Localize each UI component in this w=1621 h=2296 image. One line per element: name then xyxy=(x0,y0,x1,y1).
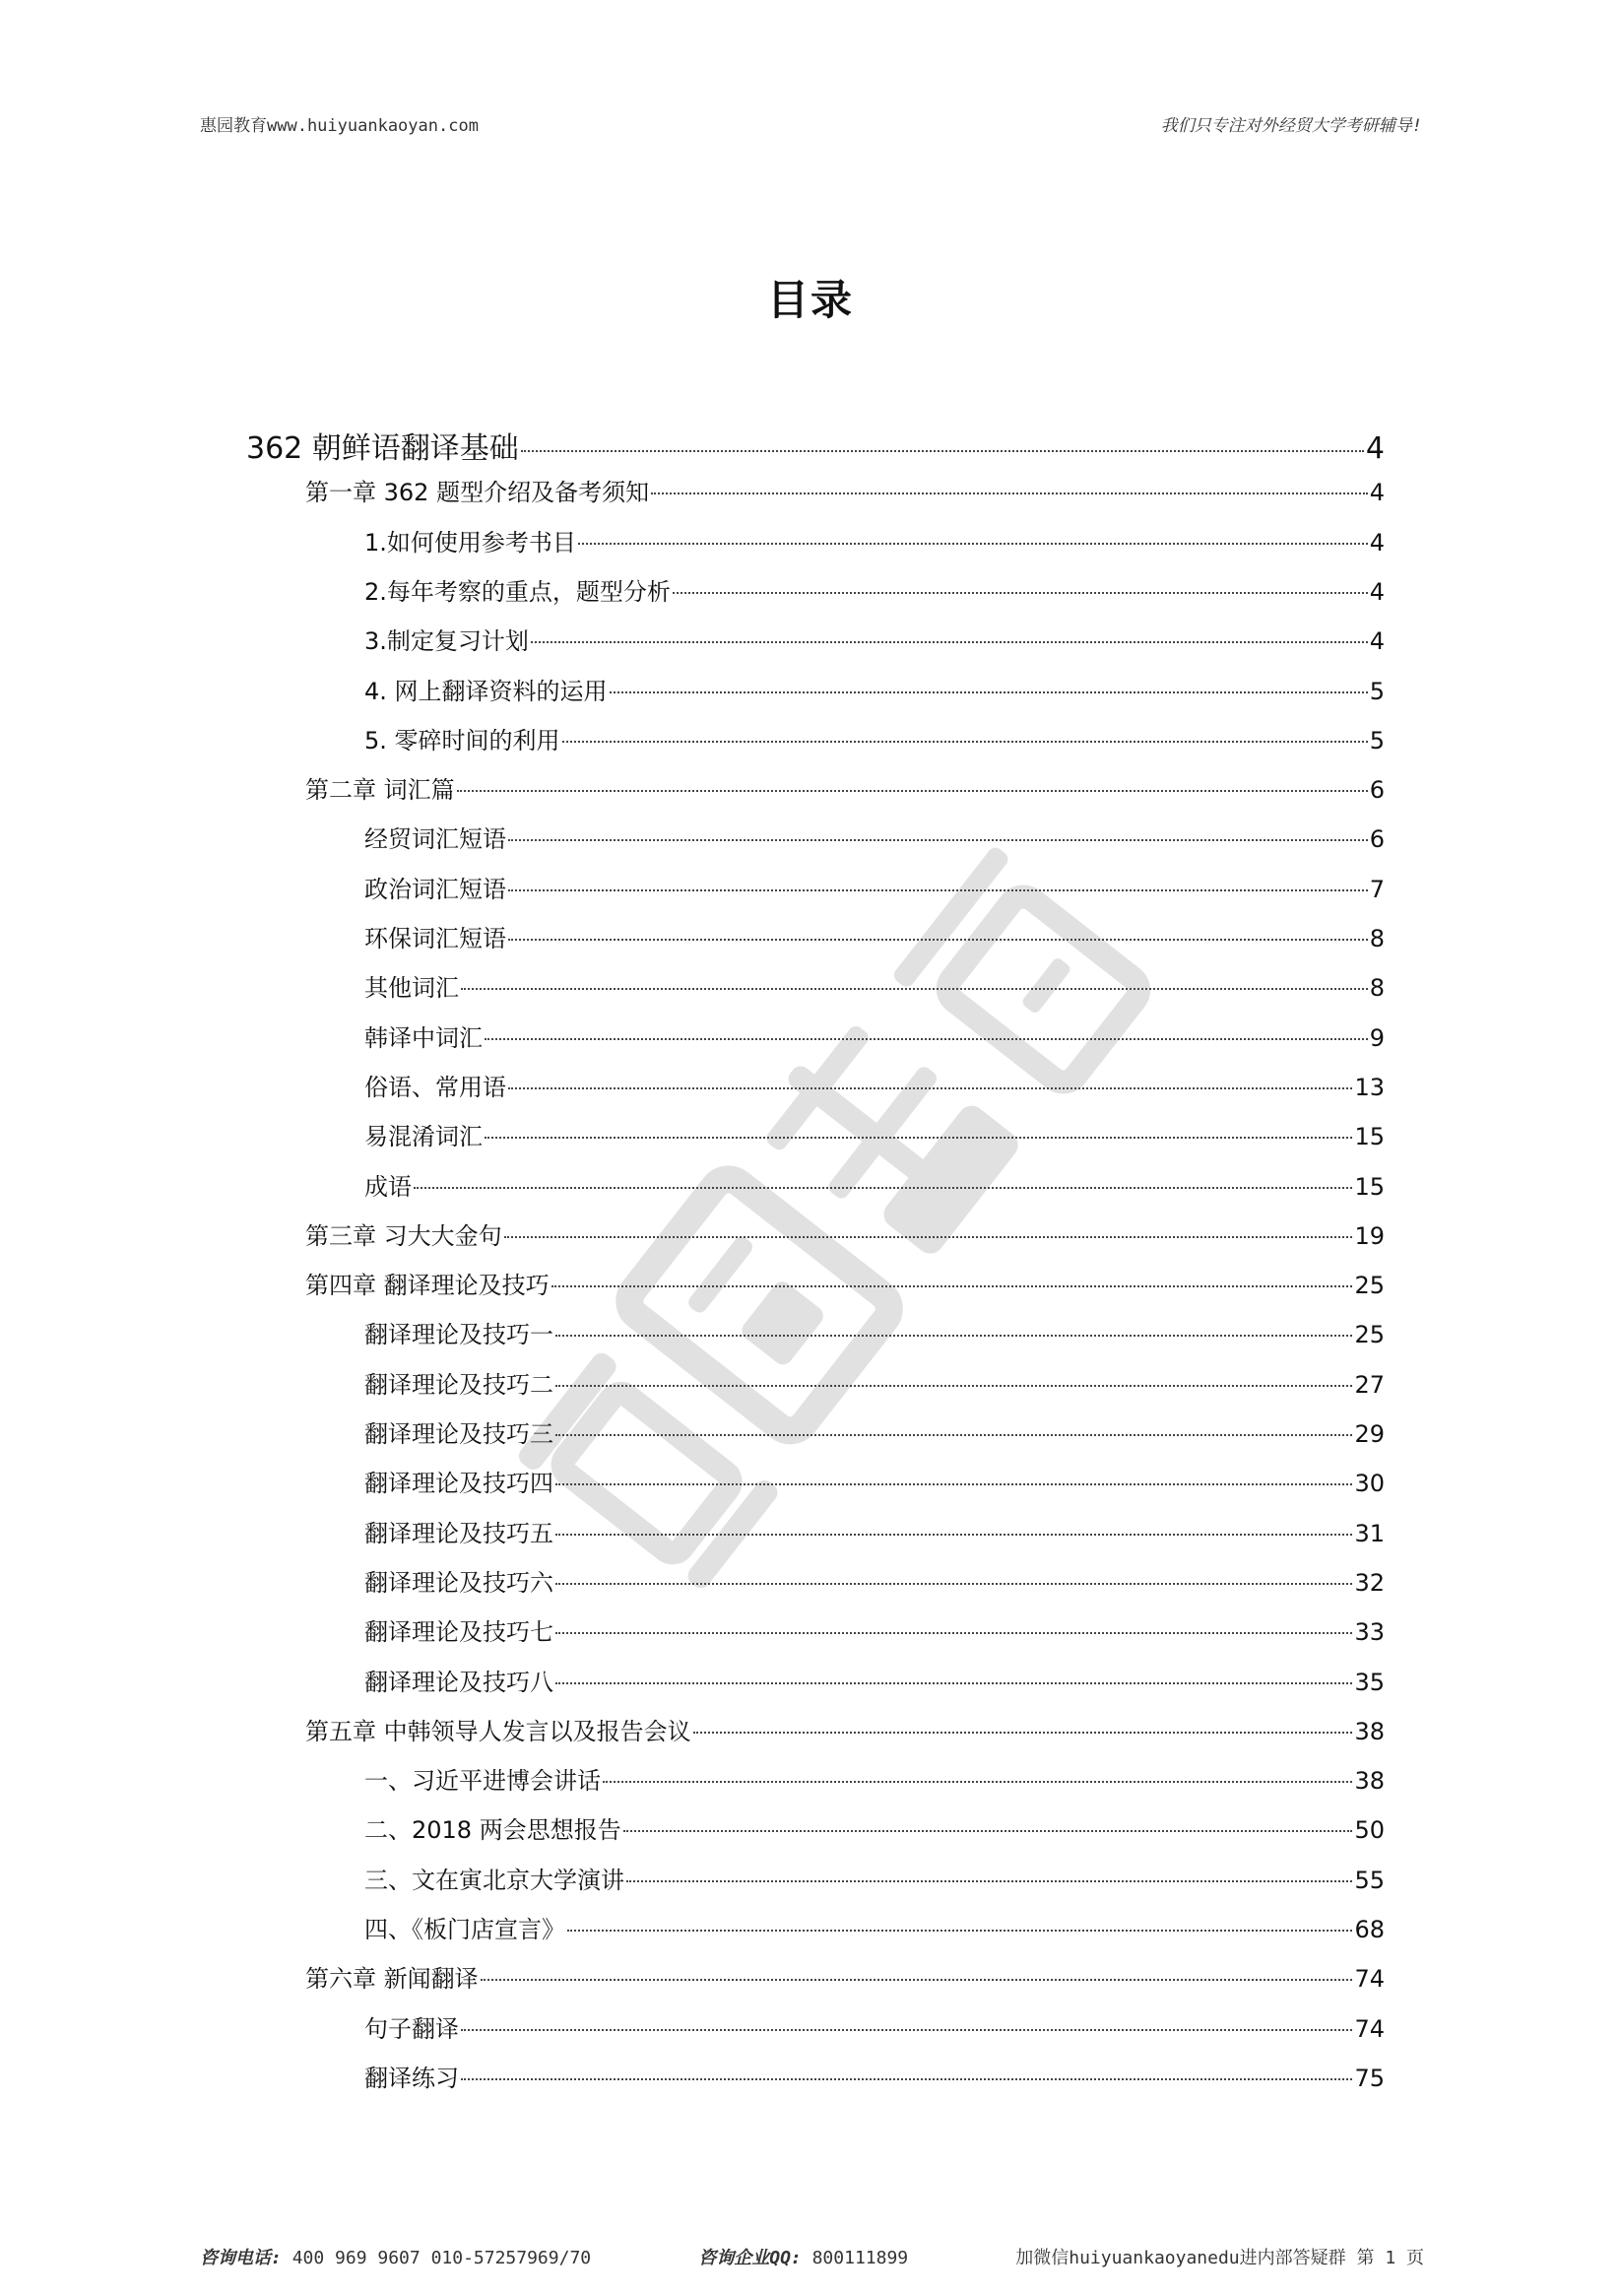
toc-entry-page: 30 xyxy=(1354,1470,1385,1498)
toc-entry-page: 5 xyxy=(1369,677,1385,705)
toc-entry-label: 第一章 362 题型介绍及备考须知 xyxy=(305,479,650,507)
toc-entry-label: 韩译中词汇 xyxy=(364,1023,483,1052)
toc-entry[interactable] xyxy=(364,572,1385,607)
toc-entry-label: 2.每年考察的重点，题型分析 xyxy=(364,577,671,606)
toc-entry-page: 15 xyxy=(1354,1123,1385,1151)
toc-leader-dots xyxy=(461,2077,1352,2080)
toc-entry[interactable] xyxy=(364,1068,1385,1102)
toc-leader-dots xyxy=(551,1284,1353,1287)
toc-leader-dots xyxy=(603,1780,1352,1783)
toc-entry[interactable] xyxy=(364,1563,1385,1598)
toc-leader-dots xyxy=(414,1186,1352,1189)
toc-entry-page: 25 xyxy=(1354,1321,1385,1349)
toc-entry-page: 35 xyxy=(1354,1668,1385,1696)
toc-leader-dots xyxy=(555,1631,1352,1634)
toc-leader-dots xyxy=(457,789,1368,792)
toc-leader-dots xyxy=(508,888,1368,891)
toc-leader-dots xyxy=(623,1829,1353,1832)
toc-entry[interactable] xyxy=(364,1117,1385,1151)
toc-entry-label: 翻译理论及技巧四 xyxy=(364,1470,553,1498)
toc-entry-label: 经贸词汇短语 xyxy=(364,825,506,854)
toc-entry-page: 6 xyxy=(1369,776,1385,805)
toc-entry[interactable] xyxy=(305,1712,1385,1746)
toc-entry-page: 74 xyxy=(1354,1965,1385,1994)
toc-entry-label: 翻译理论及技巧八 xyxy=(364,1668,553,1696)
toc-entry-label: 政治词汇短语 xyxy=(364,875,506,903)
toc-entry-label: 翻译理论及技巧二 xyxy=(364,1370,553,1399)
toc-entry-page: 7 xyxy=(1369,875,1385,903)
toc-entry-label: 翻译理论及技巧三 xyxy=(364,1420,553,1448)
footer-qq-label: 咨询企业QQ: xyxy=(698,2248,802,2268)
toc-entry-page: 38 xyxy=(1354,1767,1385,1796)
toc-leader-dots xyxy=(531,640,1368,643)
toc-entry-label: 环保词汇短语 xyxy=(364,925,506,952)
toc-entry[interactable] xyxy=(364,968,1385,1003)
toc-leader-dots xyxy=(562,740,1368,743)
toc-entry[interactable] xyxy=(364,820,1385,854)
toc-leader-dots xyxy=(651,492,1368,494)
toc-entry-label: 第六章 新闻翻译 xyxy=(305,1965,479,1994)
toc-entry-page: 13 xyxy=(1354,1073,1385,1101)
toc-entry[interactable] xyxy=(364,672,1385,706)
toc-entry-page: 33 xyxy=(1354,1618,1385,1647)
toc-entry-label: 翻译理论及技巧七 xyxy=(364,1618,553,1647)
toc-entry-label: 第二章 词汇篇 xyxy=(305,776,455,805)
toc-entry-label: 其他词汇 xyxy=(364,974,459,1003)
toc-entry-page: 25 xyxy=(1354,1272,1385,1300)
toc-leader-dots xyxy=(555,1334,1352,1337)
toc-entry[interactable] xyxy=(364,870,1385,904)
page-footer xyxy=(200,2244,1424,2273)
toc-leader-dots xyxy=(555,1384,1352,1387)
toc-entry-page: 6 xyxy=(1369,825,1385,854)
toc-entry-page: 75 xyxy=(1354,2064,1385,2092)
toc-entry-page: 5 xyxy=(1369,726,1385,754)
toc-leader-dots xyxy=(521,449,1364,452)
toc-entry-label: 5. 零碎时间的利用 xyxy=(364,726,560,754)
toc-entry-page: 4 xyxy=(1369,479,1385,507)
toc-leader-dots xyxy=(508,1086,1352,1089)
toc-entry[interactable] xyxy=(364,1612,1385,1647)
toc-entry-label: 1.如何使用参考书目 xyxy=(364,528,576,557)
toc-entry[interactable] xyxy=(364,1414,1385,1449)
toc-entry-page: 8 xyxy=(1369,925,1385,952)
toc-entry-label: 成语 xyxy=(364,1172,412,1201)
toc-entry-label: 易混淆词汇 xyxy=(364,1123,483,1151)
toc-leader-dots xyxy=(485,1136,1352,1139)
toc-entry-page: 27 xyxy=(1354,1370,1385,1399)
toc-entry[interactable] xyxy=(305,1266,1385,1300)
toc-entry-page: 4 xyxy=(1369,528,1385,557)
toc-leader-dots xyxy=(555,1681,1352,1684)
toc-entry[interactable] xyxy=(364,1464,1385,1498)
header-slogan: 我们只专注对外经贸大学考研辅导! xyxy=(1160,116,1422,136)
footer-wechat: 加微信huiyuankaoyanedu进内部答疑群 xyxy=(1015,2248,1346,2268)
toc-entry-page: 68 xyxy=(1354,1916,1385,1943)
toc-entry[interactable] xyxy=(364,2059,1385,2093)
toc-entry[interactable] xyxy=(364,1018,1385,1053)
toc-leader-dots xyxy=(578,542,1368,545)
toc-entry-label: 3.制定复习计划 xyxy=(364,627,529,656)
toc-entry[interactable] xyxy=(364,1761,1385,1796)
toc-leader-dots xyxy=(485,1037,1368,1040)
toc-entry-label: 第四章 翻译理论及技巧 xyxy=(305,1272,550,1300)
toc-entry[interactable] xyxy=(364,1861,1385,1895)
toc-entry-label: 二、2018 两会思想报告 xyxy=(364,1816,621,1845)
page-title: 目录 xyxy=(766,276,854,324)
footer-qq xyxy=(698,2244,908,2273)
toc-entry[interactable] xyxy=(246,424,1385,467)
header-site: 惠园教育www.huiyuankaoyan.com xyxy=(200,116,479,136)
toc-entry[interactable] xyxy=(305,770,1385,805)
toc-entry[interactable] xyxy=(364,721,1385,755)
toc-entry[interactable] xyxy=(364,2009,1385,2044)
footer-page-number: 第 1 页 xyxy=(1356,2248,1424,2268)
toc-leader-dots xyxy=(481,1978,1353,1981)
toc-entry[interactable] xyxy=(305,1959,1385,1994)
toc-leader-dots xyxy=(555,1533,1352,1536)
toc-leader-dots xyxy=(555,1433,1352,1436)
toc-leader-dots xyxy=(555,1482,1352,1485)
toc-entry[interactable] xyxy=(305,473,1385,507)
toc-entry[interactable] xyxy=(305,1216,1385,1251)
toc-entry-label: 4. 网上翻译资料的运用 xyxy=(364,677,608,705)
toc-entry[interactable] xyxy=(364,622,1385,656)
toc-leader-dots xyxy=(673,591,1368,594)
toc-entry-page: 50 xyxy=(1354,1816,1385,1845)
toc-entry-page: 55 xyxy=(1354,1866,1385,1894)
toc-entry-label: 四、《板门店宣言》 xyxy=(364,1916,565,1943)
toc-entry-label: 三、文在寅北京大学演讲 xyxy=(364,1866,624,1894)
toc-entry[interactable] xyxy=(364,523,1385,558)
toc-entry-page: 19 xyxy=(1354,1221,1385,1250)
toc-leader-dots xyxy=(461,987,1368,990)
toc-entry-label: 第五章 中韩领导人发言以及报告会议 xyxy=(305,1717,691,1745)
toc-entry-label: 第三章 习大大金句 xyxy=(305,1221,502,1250)
page-header xyxy=(200,111,1422,141)
toc-entry-page: 32 xyxy=(1354,1568,1385,1597)
toc-entry-label: 句子翻译 xyxy=(364,2014,459,2043)
footer-phone-value: 400 969 9607 010-57257969/70 xyxy=(292,2248,592,2268)
toc-entry-label: 一、习近平进博会讲话 xyxy=(364,1767,601,1796)
toc-leader-dots xyxy=(555,1582,1352,1585)
toc-entry-page: 4 xyxy=(1369,627,1385,656)
toc-entry-page: 29 xyxy=(1354,1420,1385,1448)
toc-entry-page: 38 xyxy=(1354,1717,1385,1745)
toc-entry-page: 4 xyxy=(1369,577,1385,606)
toc-entry[interactable] xyxy=(364,1514,1385,1548)
toc-leader-dots xyxy=(626,1879,1352,1882)
toc-entry-page: 74 xyxy=(1354,2014,1385,2043)
toc-leader-dots xyxy=(461,2028,1352,2031)
toc-entry[interactable] xyxy=(364,1663,1385,1697)
footer-qq-value: 800111899 xyxy=(811,2248,909,2268)
toc-entry[interactable] xyxy=(364,1910,1385,1944)
footer-phone xyxy=(200,2244,591,2273)
toc-entry[interactable] xyxy=(364,1810,1385,1845)
toc-entry-label: 翻译理论及技巧六 xyxy=(364,1568,553,1597)
toc-leader-dots xyxy=(508,838,1368,841)
toc-entry[interactable] xyxy=(364,1167,1385,1202)
toc-leader-dots xyxy=(567,1929,1352,1932)
toc-entry-label: 362 朝鲜语翻译基础 xyxy=(246,431,519,466)
toc-entry-label: 翻译理论及技巧一 xyxy=(364,1321,553,1349)
toc-entry[interactable] xyxy=(364,1315,1385,1349)
toc-entry[interactable] xyxy=(364,1365,1385,1400)
toc-leader-dots xyxy=(508,938,1368,941)
toc-entry-page: 15 xyxy=(1354,1172,1385,1201)
footer-phone-label: 咨询电话: xyxy=(200,2248,282,2268)
toc-entry-page: 31 xyxy=(1354,1519,1385,1547)
toc-leader-dots xyxy=(693,1731,1353,1734)
toc-leader-dots xyxy=(504,1235,1353,1238)
toc-entry-label: 翻译练习 xyxy=(364,2064,459,2092)
toc-entry-page: 8 xyxy=(1369,974,1385,1003)
footer-wechat-and-page xyxy=(1015,2244,1424,2273)
toc-entry-page: 9 xyxy=(1369,1023,1385,1052)
toc-entry-label: 翻译理论及技巧五 xyxy=(364,1519,553,1547)
toc-entry-label: 俗语、常用语 xyxy=(364,1073,506,1101)
toc-entry-page: 4 xyxy=(1365,431,1385,466)
toc-entry[interactable] xyxy=(364,919,1385,953)
toc-leader-dots xyxy=(610,690,1368,693)
